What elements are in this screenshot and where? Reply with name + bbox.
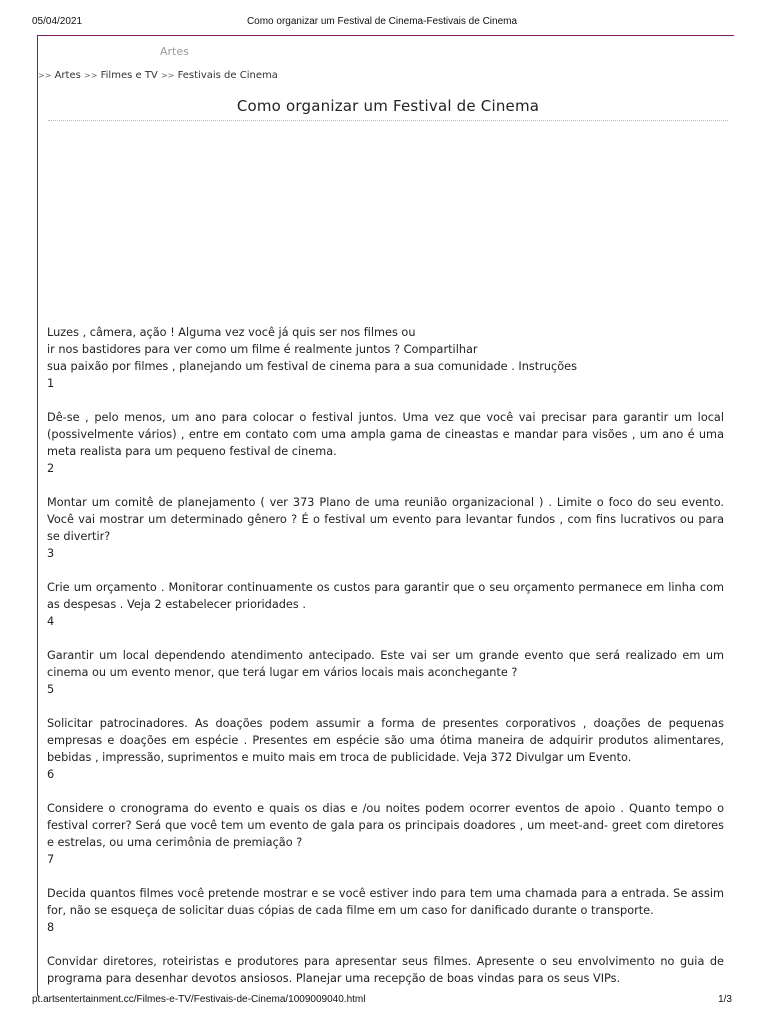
intro-line: Luzes , câmera, ação ! Alguma vez você já quis ser nos filmes ou bbox=[47, 326, 416, 339]
step-text: Garantir um local dependendo atendimento antecipado. Este vai ser um grande evento que será realizado em um cinema ou um evento menor, que terá lugar em vários locais mais aconchegante ? bbox=[47, 649, 724, 679]
step-text: Convidar diretores, roteiristas e produtores para apresentar seus filmes. Apresente o seu envolvimento no guia de programa para desenhar devotos ansiosos. Planejar uma recepção de boas vindas para os seus VIPs. bbox=[47, 955, 724, 985]
intro-paragraph bbox=[47, 324, 724, 375]
step-number: 1 bbox=[47, 377, 55, 390]
print-header bbox=[32, 16, 732, 30]
step-number: 4 bbox=[47, 615, 55, 628]
step-text: Decida quantos filmes você pretende mostrar e se você estiver indo para tem uma chamada para a entrada. Se assim for, não se esqueça de solicitar duas cópias de cada filme em um caso for danificado durante o transporte. bbox=[47, 887, 724, 917]
step-number: 6 bbox=[47, 768, 55, 781]
step-text: Crie um orçamento . Monitorar continuamente os custos para garantir que o seu orçamento permanece em linha com as despesas . Veja 2 estabelecer prioridades . bbox=[47, 581, 724, 611]
breadcrumb bbox=[38, 70, 278, 81]
step-number: 7 bbox=[47, 853, 55, 866]
breadcrumb-separator: >> bbox=[38, 71, 52, 80]
print-document-title: Como organizar um Festival de Cinema-Festivais de Cinema bbox=[246, 16, 518, 27]
print-page-number: 1/3 bbox=[718, 994, 732, 1005]
title-divider bbox=[48, 120, 728, 121]
step-text: Montar um comitê de planejamento ( ver 373 Plano de uma reunião organizacional ) . Limite o foco do seu evento. Você vai mostrar um determinado gênero ? É o festival um evento para levantar fundos , com fins lucrativos ou para se divertir? bbox=[47, 496, 724, 543]
step-number: 5 bbox=[47, 683, 55, 696]
breadcrumb-item-festivais-de-cinema[interactable]: Festivais de Cinema bbox=[177, 70, 278, 81]
page-title: Como organizar um Festival de Cinema bbox=[236, 97, 540, 115]
print-footer bbox=[32, 994, 732, 1008]
breadcrumb-item-artes[interactable]: Artes bbox=[54, 70, 81, 81]
section-label[interactable]: Artes bbox=[160, 45, 189, 58]
step-number: 3 bbox=[47, 547, 55, 560]
step-number: 2 bbox=[47, 462, 55, 475]
intro-line: ir nos bastidores para ver como um filme é realmente juntos ? Compartilhar bbox=[47, 343, 478, 356]
article-body bbox=[47, 324, 724, 987]
step-text: Considere o cronograma do evento e quais os dias e /ou noites podem ocorrer eventos de apoio . Quanto tempo o festival correr? Será que você tem um evento de gala para os principais doadores , um meet-and- greet com diretores e estrelas, ou uma cerimônia de premiação ? bbox=[47, 802, 724, 849]
step-text: Solicitar patrocinadores. As doações podem assumir a forma de presentes corporativos , doações de pequenas empresas e doações em espécie . Presentes em espécie são uma ótima maneira de adquirir produtos alimentares, bebidas , impressão, suprimentos e muito mais em troca de publicidade. Veja 372 Divulgar um Evento. bbox=[47, 717, 724, 764]
intro-line: sua paixão por filmes , planejando um festival de cinema para a sua comunidade . Instruções bbox=[47, 360, 577, 373]
print-url: pt.artsentertainment.cc/Filmes-e-TV/Festivais-de-Cinema/1009009040.html bbox=[32, 994, 366, 1005]
step-text: Dê-se , pelo menos, um ano para colocar o festival juntos. Uma vez que você vai precisar para garantir um local (possivelmente vários) , entre em contato com uma ampla gama de cineastas e mandar para visões , um ano é uma meta realista para um pequeno festival de cinema. bbox=[47, 411, 724, 458]
step-number: 8 bbox=[47, 921, 55, 934]
breadcrumb-separator: >> bbox=[160, 71, 175, 80]
breadcrumb-item-filmes-e-tv[interactable]: Filmes e TV bbox=[100, 70, 158, 81]
print-date: 05/04/2021 bbox=[32, 16, 83, 27]
breadcrumb-separator: >> bbox=[84, 71, 98, 80]
